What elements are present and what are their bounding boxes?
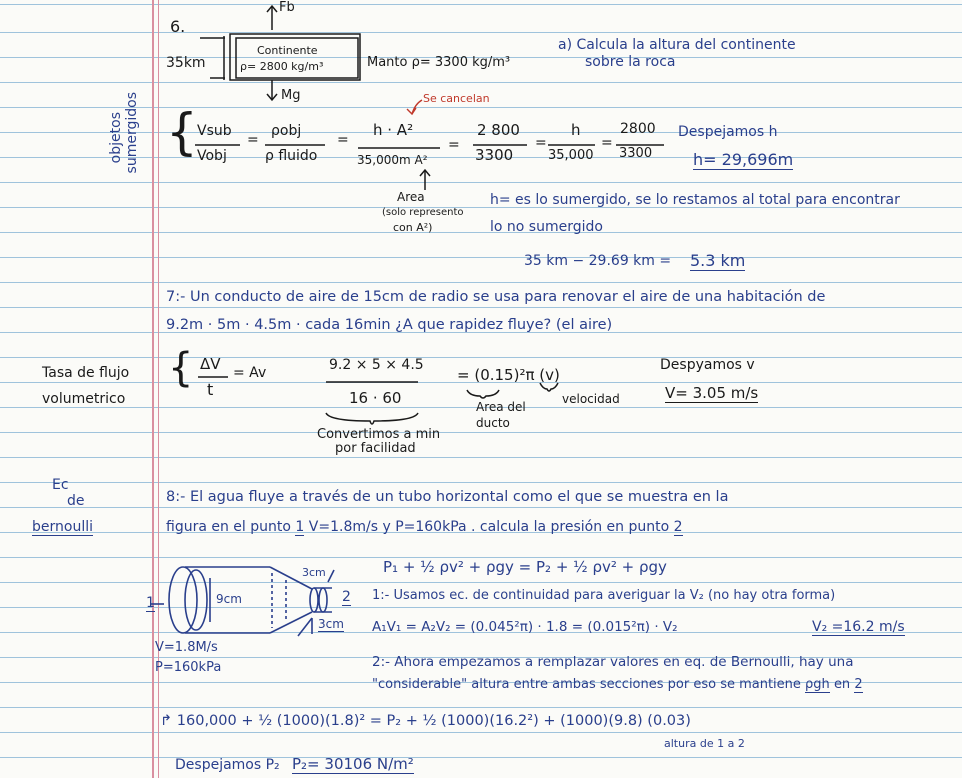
side-label-tasa: Tasa de flujo <box>42 365 130 381</box>
problem-8-line1: 8:- El agua fluye a través de un tubo horizontal como el que se muestra en la <box>166 489 729 505</box>
figure-point-2: 2 <box>342 589 351 605</box>
explain-line1: h= es lo sumergido, se lo restamos al total para encontrar <box>490 192 900 208</box>
step-1: 1:- Usamos ec. de continuidad para averiguar la V₂ (no hay otra forma) <box>372 588 836 603</box>
mantle-label: Manto ρ= 3300 kg/m³ <box>367 55 511 70</box>
result-h: h= 29,696m <box>693 150 794 169</box>
explain-line2: lo no sumergido <box>490 219 603 235</box>
continent-height-label: 35km <box>166 55 206 71</box>
question-6a-line1: a) Calcula la altura del continente <box>558 37 796 53</box>
figure-diameter-3cm: 3cm <box>302 566 326 579</box>
note-area-duct-2: ducto <box>476 416 510 430</box>
frac5-denominator: 35,000 <box>548 148 594 163</box>
figure-velocity: V=1.8M/s <box>155 640 218 655</box>
continuity-equation: A₁V₁ = A₂V₂ = (0.045²π) · 1.8 = (0.015²π) · V₂ <box>372 619 678 635</box>
step-2-line2: "considerable" altura entre ambas secciones por eso se mantiene ρgh en 2 <box>372 677 863 692</box>
eq-sign: = <box>337 132 349 148</box>
note-velocity: velocidad <box>562 392 620 406</box>
frac6-numerator: 2800 <box>620 121 656 137</box>
solve-h-label: Despejamos h <box>678 124 778 140</box>
weight-force-label: Mg <box>281 88 301 103</box>
side-label-ec: Ec <box>52 477 69 493</box>
side-label-objetos: objetos <box>108 112 124 164</box>
eq-sign: = <box>535 135 547 151</box>
note-conversion-1: Convertimos a min <box>317 427 441 442</box>
note-area-duct-1: Area del <box>476 400 526 414</box>
calc-numerator: 9.2 × 5 × 4.5 <box>329 357 424 373</box>
final-equation: ↱ 160,000 + ½ (1000)(1.8)² = P₂ + ½ (1000)(16.2²) + (1000)(9.8) (0.03) <box>160 713 691 729</box>
problem-7-line2: 9.2m · 5m · 4.5m · cada 16min ¿A que rapidez fluye? (el aire) <box>166 317 613 333</box>
step-2-line1: 2:- Ahora empezamos a remplazar valores en eq. de Bernoulli, hay una <box>372 654 854 670</box>
figure-diameter-9cm: 9cm <box>216 592 242 606</box>
buoyancy-force-label: Fb <box>279 0 295 15</box>
frac2-numerator: ρobj <box>271 123 302 139</box>
final-calc-6: 35 km − 29.69 km = <box>524 253 672 269</box>
formula-denominator: t <box>207 380 214 399</box>
result-v2: V₂ =16.2 m/s <box>812 619 905 635</box>
frac1-numerator: Vsub <box>197 123 232 139</box>
formula-rhs: = Av <box>233 365 267 381</box>
eq-sign: = <box>247 132 259 148</box>
problem-8-line2: figura en el punto 1 V=1.8m/s y P=160kPa . calcula la presión en punto 2 <box>166 519 683 535</box>
eq-sign: = <box>448 137 460 153</box>
figure-pressure: P=160kPa <box>155 660 222 675</box>
area-note-3: con A²) <box>393 221 433 234</box>
final-result-6: 5.3 km <box>690 251 746 270</box>
frac2-denominator: ρ fluido <box>265 148 318 164</box>
solve-p2-label: Despejamos P₂ <box>175 757 280 773</box>
frac3-denominator: 35,000m A² <box>357 153 428 167</box>
brace-p6: { <box>166 103 198 161</box>
frac4-numerator: 2 800 <box>477 121 520 139</box>
area-note-1: Area <box>397 190 425 204</box>
result-p2: P₂= 30106 N/m² <box>292 755 414 773</box>
brace-p7: { <box>168 345 194 391</box>
area-note-2: (solo represento <box>382 207 464 218</box>
frac4-denominator: 3300 <box>475 146 514 164</box>
problem-7-line1: 7:- Un conducto de aire de 15cm de radio se usa para renovar el aire de una habitación de <box>166 289 826 305</box>
frac3-numerator: h · A² <box>373 121 414 139</box>
question-6a-line2: sobre la roca <box>585 54 676 70</box>
note-conversion-2: por facilidad <box>335 441 416 456</box>
continent-box-title: Continente <box>257 44 318 57</box>
formula-numerator: ΔV <box>200 355 221 373</box>
frac1-denominator: Vobj <box>197 148 227 164</box>
calc-rhs: = (0.15)²π (v) <box>457 366 560 384</box>
bernoulli-equation: P₁ + ½ ρv² + ρgy = P₂ + ½ ρv² + ρgy <box>383 558 667 576</box>
side-label-sumergidos: sumergidos <box>124 92 140 174</box>
cancel-note: Se cancelan <box>423 92 490 105</box>
frac6-denominator: 3300 <box>619 146 653 161</box>
figure-point-1: 1 <box>146 595 155 611</box>
final-note-height: altura de 1 a 2 <box>664 737 745 750</box>
frac5-numerator: h <box>571 121 581 139</box>
continent-box-density: ρ= 2800 kg/m³ <box>240 60 324 73</box>
result-v: V= 3.05 m/s <box>665 384 759 402</box>
eq-sign: = <box>601 135 613 151</box>
side-label-de: de <box>67 493 85 509</box>
figure-height-3cm: 3cm <box>318 617 344 631</box>
solve-v-label: Despyamos v <box>660 357 755 373</box>
problem-6-number: 6. <box>170 17 186 36</box>
side-label-bernoulli: bernoulli <box>32 519 93 535</box>
arrow-icon: ↱ <box>160 713 177 729</box>
side-label-volumetrico: volumetrico <box>42 391 126 407</box>
calc-denominator: 16 · 60 <box>349 389 402 407</box>
